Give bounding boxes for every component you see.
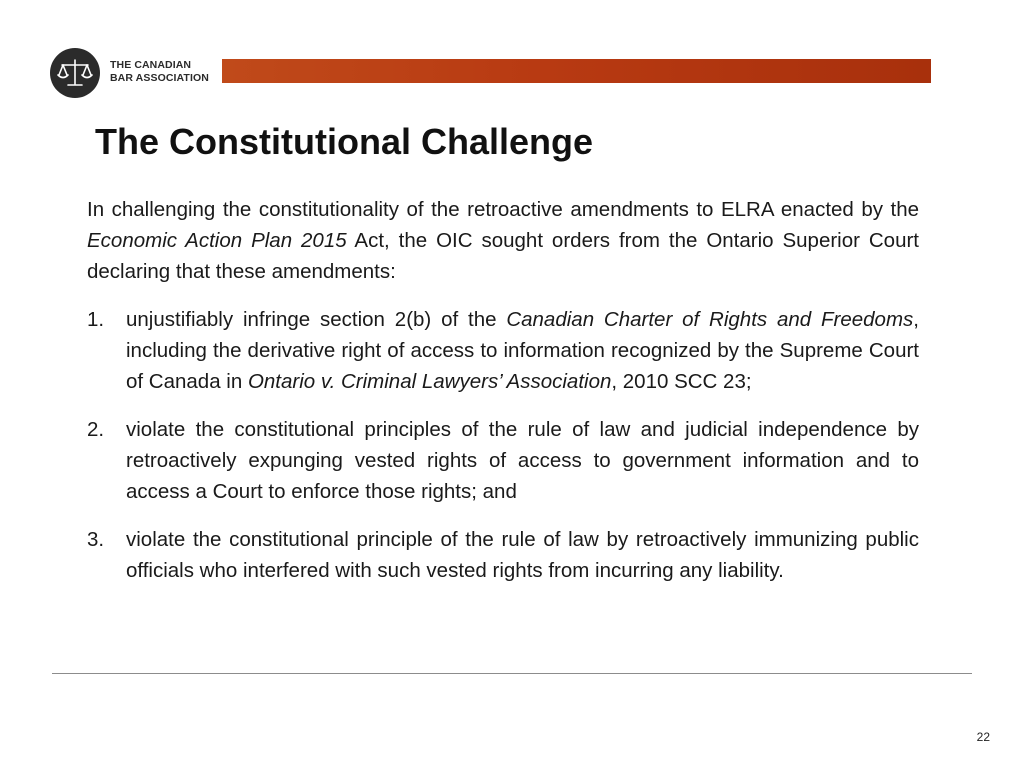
list-item-text: unjustifiably infringe section 2(b) of the bbox=[126, 308, 507, 331]
list-item-text: violate the constitutional principles of the rule of law and judicial independence by retroactively expunging vested rights of access to government information and to access a Court to enforce those rights; and bbox=[126, 418, 919, 503]
cba-logo bbox=[50, 48, 210, 100]
list-item bbox=[87, 304, 919, 397]
list-item-italic: Ontario v. Criminal Lawyers’ Association bbox=[247, 370, 612, 393]
logo-wordmark bbox=[110, 59, 209, 85]
intro-text-start: In challenging the constitutionality of the retroactive amendments to ELRA enacted by the bbox=[87, 198, 919, 221]
footer-divider bbox=[52, 673, 972, 674]
logo-line-1: THE CANADIAN bbox=[110, 59, 192, 71]
list-item-italic: Canadian Charter of Rights and Freedoms bbox=[506, 308, 914, 331]
intro-paragraph bbox=[87, 194, 919, 287]
header-accent-bar bbox=[222, 59, 931, 83]
slide-title: The Constitutional Challenge bbox=[95, 121, 594, 162]
intro-text-end: Act, the OIC sought orders from the Ontario Superior Court declaring that these amendments: bbox=[87, 229, 920, 283]
list-item-number: 2. bbox=[87, 418, 105, 441]
list-item-text: , including the derivative right of access to information recognized by the Supreme Court of Canada in bbox=[126, 308, 919, 393]
list-item-number: 3. bbox=[87, 528, 105, 551]
intro-italic: Economic Action Plan 2015 bbox=[87, 229, 347, 252]
list-item bbox=[87, 524, 919, 586]
slide-body bbox=[87, 194, 919, 603]
list-item-text: violate the constitutional principle of the rule of law by retroactively immunizing public officials who interfered with such vested rights from incurring any liability. bbox=[126, 528, 919, 582]
list-item-text: , 2010 SCC 23; bbox=[611, 370, 752, 393]
page-number: 22 bbox=[976, 730, 990, 744]
logo-line-2: BAR ASSOCIATION bbox=[110, 72, 209, 84]
list-item-number: 1. bbox=[87, 308, 105, 331]
scales-of-justice-icon bbox=[50, 48, 100, 98]
amendments-list bbox=[87, 304, 919, 586]
list-item bbox=[87, 414, 919, 507]
